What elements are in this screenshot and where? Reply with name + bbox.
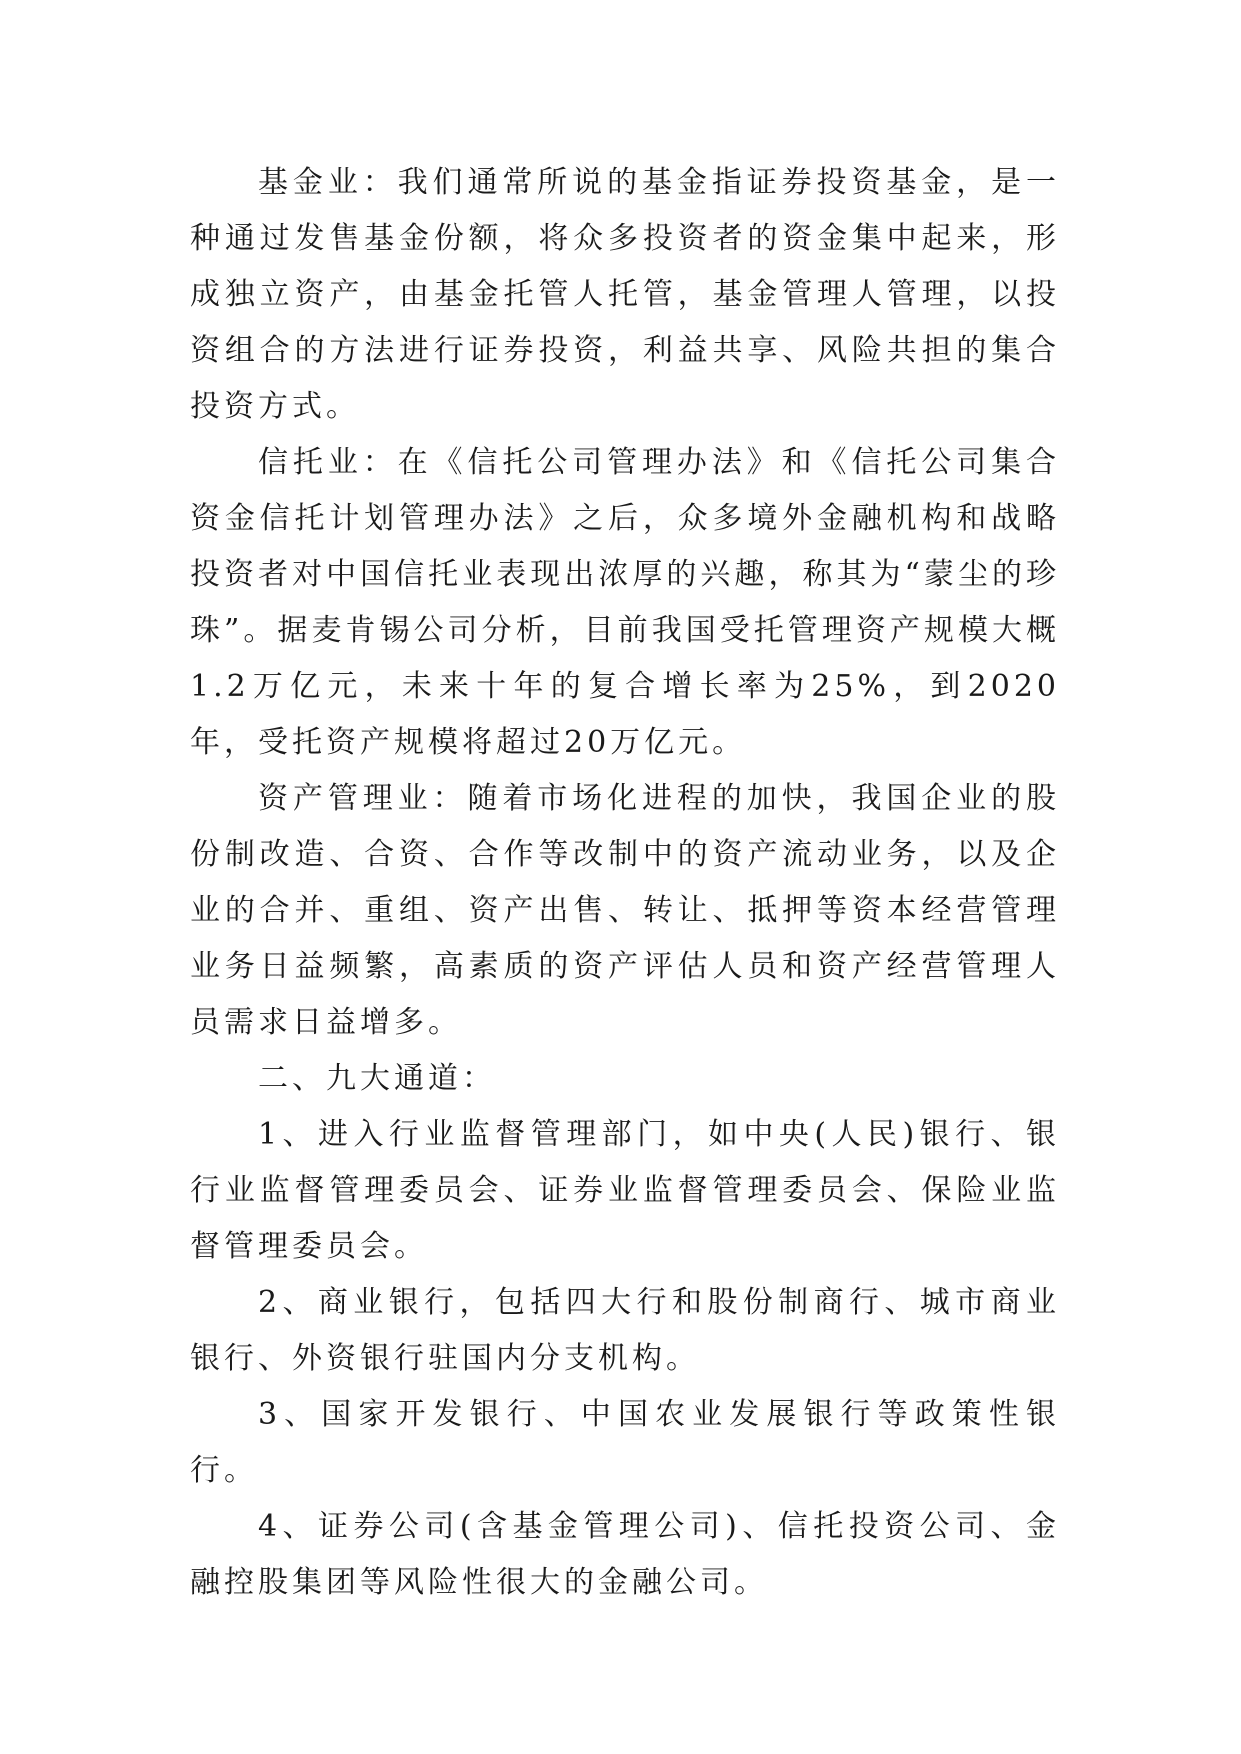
- list-item-3: 3、国家开发银行、中国农业发展银行等政策性银行。: [190, 1397, 1060, 1488]
- section-heading-nine-channels: 二、九大通道：: [258, 1061, 496, 1096]
- list-item-2: 2、商业银行，包括四大行和股份制商行、城市商业银行、外资银行驻国内分支机构。: [190, 1285, 1060, 1376]
- paragraph-fund-industry: 基金业：我们通常所说的基金指证券投资基金，是一种通过发售基金份额，将众多投资者的资金集中起来，形成独立资产，由基金托管人托管，基金管理人管理，以投资组合的方法进行证券投资，利益共享、风险共担的集合投资方式。: [190, 165, 1060, 424]
- document-body: [190, 155, 1060, 1611]
- paragraph-trust-industry: 信托业：在《信托公司管理办法》和《信托公司集合资金信托计划管理办法》之后，众多境外金融机构和战略投资者对中国信托业表现出浓厚的兴趣，称其为“蒙尘的珍珠”。据麦肯锡公司分析，目前我国受托管理资产规模大概1.2万亿元，未来十年的复合增长率为25%，到2020年，受托资产规模将超过20万亿元。: [190, 445, 1060, 760]
- list-item-1: 1、进入行业监督管理部门，如中央(人民)银行、银行业监督管理委员会、证券业监督管理委员会、保险业监督管理委员会。: [190, 1117, 1060, 1264]
- list-item-4: 4、证券公司(含基金管理公司)、信托投资公司、金融控股集团等风险性很大的金融公司。: [190, 1509, 1060, 1600]
- paragraph-asset-management: 资产管理业：随着市场化进程的加快，我国企业的股份制改造、合资、合作等改制中的资产流动业务，以及企业的合并、重组、资产出售、转让、抵押等资本经营管理业务日益频繁，高素质的资产评估人员和资产经营管理人员需求日益增多。: [190, 781, 1060, 1040]
